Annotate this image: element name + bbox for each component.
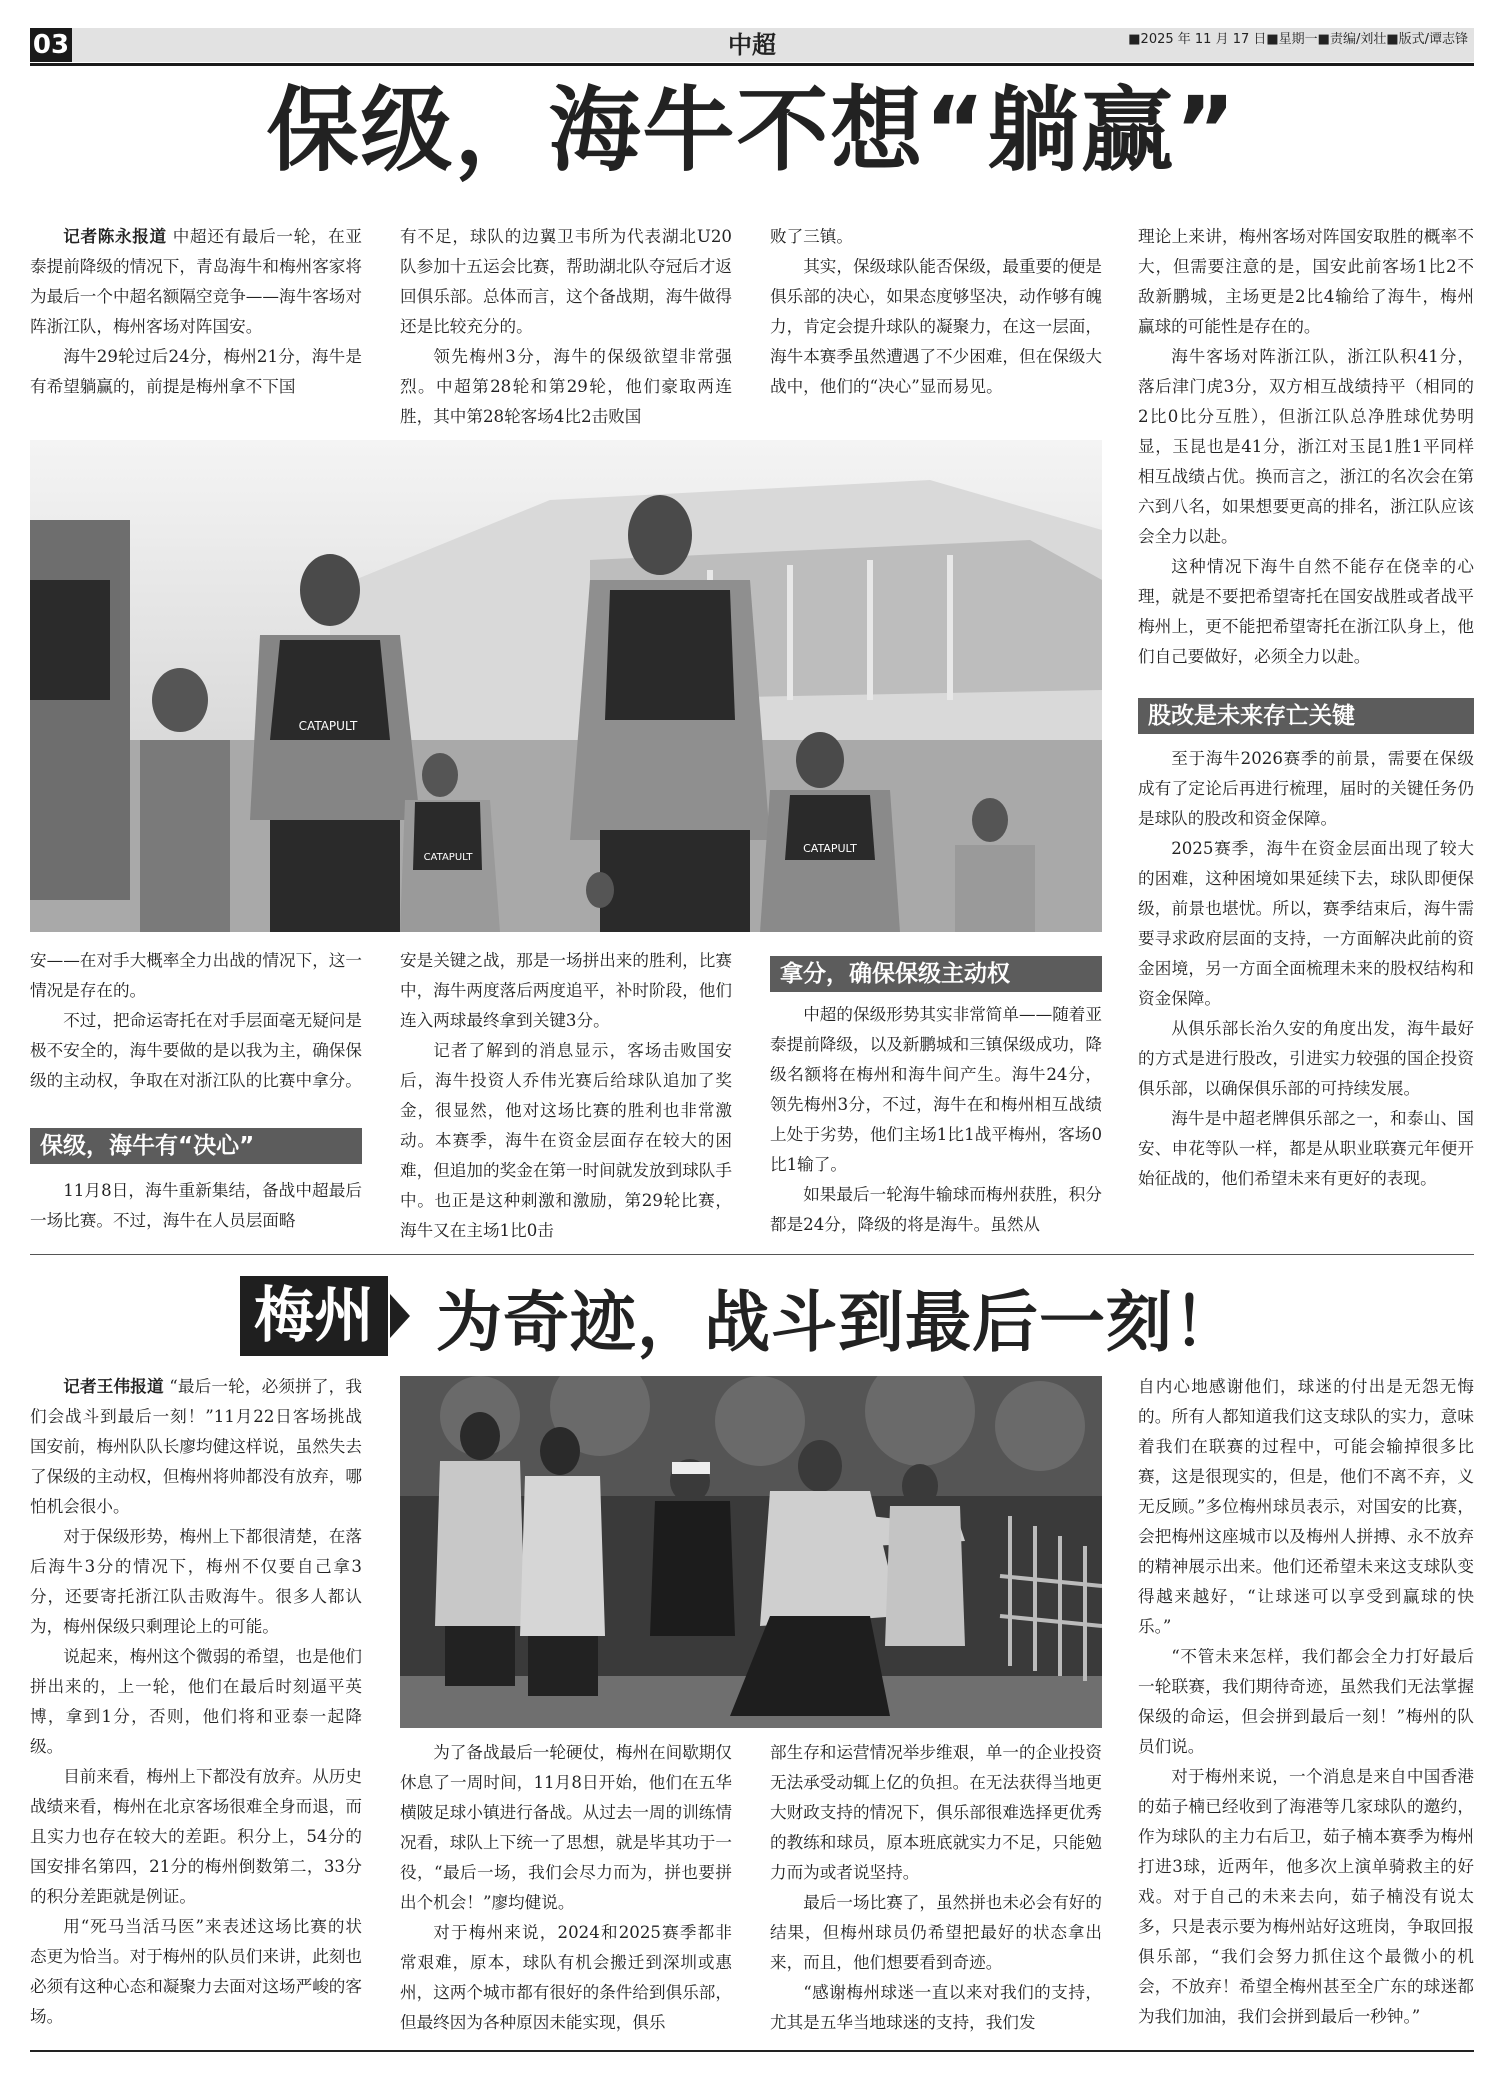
story1-headline: 保级，海牛不想“躺赢” xyxy=(266,77,1238,184)
story1-col2-bottom xyxy=(400,946,732,1240)
byline: 记者陈永报道 xyxy=(63,227,167,246)
training-photo-hainiu xyxy=(30,440,1102,932)
chevron-right-icon xyxy=(390,1294,410,1338)
paragraph: 用“死马当活马医”来表述这场比赛的状态更为恰当。对于梅州的队员们来讲，此刻也必须有这种心态和凝聚力去面对这场严峻的客场。 xyxy=(30,1917,362,2026)
subheading-points: 拿分，确保保级主动权 xyxy=(770,956,1102,992)
story1-col4-b xyxy=(1138,744,1474,1240)
byline: 记者王伟报道 xyxy=(63,1377,164,1396)
paragraph: 部生存和运营情况举步维艰，单一的企业投资无法承受动辄上亿的负担。在无法获得当地更大财政支持的情况下，俱乐部很难选择更优秀的教练和球员，原本班底就实力不足，只能勉力而为或者说坚持。 xyxy=(770,1743,1102,1882)
issue-info: ■2025 年 11 月 17 日■星期一■责编/刘壮■版式/谭志锋 xyxy=(1128,32,1468,47)
paragraph: 领先梅州3分，海牛的保级欲望非常强烈。中超第28轮和第29轮，他们豪取两连胜，其中第28轮客场4比2击败国 xyxy=(400,347,732,426)
paragraph: 11月8日，海牛重新集结，备战中超最后一场比赛。不过，海牛在人员层面略 xyxy=(30,1181,362,1230)
paragraph: 对于梅州来说，一个消息是来自中国香港的茹子楠已经收到了海港等几家球队的邀约，作为球队的主力右后卫，茹子楠本赛季为梅州打进3球，近两年，他多次上演单骑救主的好戏。对于自己的未来去向，茹子楠没有说太多，只是表示要为梅州站好这班岗，争取回报俱乐部，“我们会努力抓住这个最微小的机会，不放弃！希望全梅州甚至全广东的球迷都为我们加油，我们会拼到最后一秒钟。” xyxy=(1138,1767,1474,2026)
paragraph: 其实，保级球队能否保级，最重要的便是俱乐部的决心，如果态度够坚决，动作够有魄力，肯定会提升球队的凝聚力，在这一层面，海牛本赛季虽然遭遇了不少困难，但在保级大战中，他们的“决心”显而易见。 xyxy=(770,257,1102,396)
story-divider xyxy=(30,1254,1474,1255)
catapult-logo-2: CATAPULT xyxy=(803,842,857,855)
story2-col3 xyxy=(770,1738,1102,2040)
story1-col4 xyxy=(1138,222,1474,692)
section-name: 中超 xyxy=(728,31,776,59)
story1-col1-bottom2 xyxy=(30,1176,362,1240)
page-bottom-rule xyxy=(30,2050,1474,2052)
paragraph: 对于梅州来说，2024和2025赛季都非常艰难，原本，球队有机会搬迁到深圳或惠州，这两个城市都有很好的条件给到俱乐部，但最终因为各种原因未能实现，俱乐 xyxy=(400,1923,732,2032)
paragraph: “最后一轮，必须拼了，我们会战斗到最后一刻！”11月22日客场挑战国安前，梅州队队长廖均健这样说，虽然失去了保级的主动权，但梅州将帅都没有放弃，哪怕机会很小。 xyxy=(30,1377,362,1516)
story1-col2-top xyxy=(400,222,732,434)
paragraph: 最后一场比赛了，虽然拼也未必会有好的结果，但梅州球员仍希望把最好的状态拿出来，而且，他们想要看到奇迹。 xyxy=(770,1893,1102,1972)
story2-headline: 为奇迹，战斗到最后一刻！ xyxy=(436,1283,1240,1361)
team-tag: 梅州 xyxy=(240,1276,388,1356)
training-photo-meizhou xyxy=(400,1376,1102,1728)
story2-headline-row xyxy=(240,1270,1240,1362)
paragraph: 至于海牛2026赛季的前景，需要在保级成有了定论后再进行梳理，届时的关键任务仍是球队的股改和资金保障。 xyxy=(1138,749,1474,828)
catapult-logo-3: CATAPULT xyxy=(423,852,473,863)
paragraph: 说起来，梅州这个微弱的希望，也是他们拼出来的，上一轮，他们在最后时刻逼平英博，拿到1分，否则，他们将和亚泰一起降级。 xyxy=(30,1647,362,1756)
paragraph: 有不足，球队的边翼卫韦所为代表湖北U20队参加十五运会比赛，帮助湖北队夺冠后才返回俱乐部。总体而言，这个备战期，海牛做得还是比较充分的。 xyxy=(400,227,732,336)
paragraph: 安——在对手大概率全力出战的情况下，这一情况是存在的。 xyxy=(30,951,362,1000)
catapult-logo-1: CATAPULT xyxy=(298,719,358,733)
paragraph: 海牛客场对阵浙江队，浙江队积41分，落后津门虎3分，双方相互战绩持平（相同的2比0比分互胜），但浙江队总净胜球优势明显，玉昆也是41分，浙江对玉昆1胜1平同样相互战绩占优。换而言之，浙江的名次会在第六到八名，如果想要更高的排名，浙江队应该会全力以赴。 xyxy=(1138,347,1474,546)
paragraph: 中超还有最后一轮，在亚泰提前降级的情况下，青岛海牛和梅州客家将为最后一个中超名额隔空竞争——海牛客场对阵浙江队，梅州客场对阵国安。 xyxy=(30,227,362,336)
story2-col2 xyxy=(400,1738,732,2040)
subheading-shareholding: 股改是未来存亡关键 xyxy=(1138,698,1474,734)
paragraph: 2025赛季，海牛在资金层面出现了较大的困难，这种困境如果延续下去，球队即便保级，前景也堪忧。所以，赛季结束后，海牛需要寻求政府层面的支持，一方面解决此前的资金困境，另一方面全面梳理未来的股权结构和资金保障。 xyxy=(1138,839,1474,1008)
paragraph: 中超的保级形势其实非常简单——随着亚泰提前降级，以及新鹏城和三镇保级成功，降级名额将在梅州和海牛间产生。海牛24分，领先梅州3分，不过，海牛在和梅州相互战绩上处于劣势，他们主场1比1战平梅州，客场0比1输了。 xyxy=(770,1005,1102,1174)
paragraph: “不管未来怎样，我们都会全力打好最后一轮联赛，我们期待奇迹，虽然我们无法掌握保级的命运，但会拼到最后一刻！”梅州的队员们说。 xyxy=(1138,1647,1474,1756)
paragraph: “感谢梅州球迷一直以来对我们的支持，尤其是五华当地球迷的支持，我们发 xyxy=(770,1983,1102,2032)
header-rule xyxy=(30,63,1474,66)
story1-col1-top xyxy=(30,222,362,434)
paragraph: 从俱乐部长治久安的角度出发，海牛最好的方式是进行股改，引进实力较强的国企投资俱乐部，以确保俱乐部的可持续发展。 xyxy=(1138,1019,1474,1098)
paragraph: 记者了解到的消息显示，客场击败国安后，海牛投资人乔伟光赛后给球队追加了奖金，很显然，他对这场比赛的胜利也非常激动。本赛季，海牛在资金层面存在较大的困难，但追加的奖金在第一时间就发放到球队手中。也正是这种刺激和激励，第29轮比赛，海牛又在主场1比0击 xyxy=(400,1041,732,1240)
paragraph: 目前来看，梅州上下都没有放弃。从历史战绩来看，梅州在北京客场很难全身而退，而且实力也存在较大的差距。积分上，54分的国安排名第四，21分的梅州倒数第二，33分的积分差距就是例证。 xyxy=(30,1767,362,1906)
subheading-determination: 保级，海牛有“决心” xyxy=(30,1128,362,1164)
page-header xyxy=(30,28,1474,62)
paragraph: 自内心地感谢他们，球迷的付出是无怨无悔的。所有人都知道我们这支球队的实力，意味着我们在联赛的过程中，可能会输掉很多比赛，这是很现实的，但是，他们不离不弃，义无反顾。”多位梅州球员表示，对国安的比赛，会把梅州这座城市以及梅州人拼搏、永不放弃的精神展示出来。他们还希望未来这支球队变得越来越好，“让球迷可以享受到赢球的快乐。” xyxy=(1138,1377,1474,1636)
story1-col3-top xyxy=(770,222,1102,434)
paragraph: 如果最后一轮海牛输球而梅州获胜，积分都是24分，降级的将是海牛。虽然从 xyxy=(770,1185,1102,1234)
paragraph: 败了三镇。 xyxy=(770,227,853,246)
story1-col1-bottom xyxy=(30,946,362,1120)
paragraph: 不过，把命运寄托在对手层面毫无疑问是极不安全的，海牛要做的是以我为主，确保保级的主动权，争取在对浙江队的比赛中拿分。 xyxy=(30,1011,362,1090)
paragraph: 理论上来讲，梅州客场对阵国安取胜的概率不大，但需要注意的是，国安此前客场1比2不敌新鹏城，主场更是2比4输给了海牛，梅州赢球的可能性是存在的。 xyxy=(1138,227,1474,336)
page-number: 03 xyxy=(30,28,72,62)
paragraph: 安是关键之战，那是一场拼出来的胜利，比赛中，海牛两度落后两度追平，补时阶段，他们连入两球最终拿到关键3分。 xyxy=(400,951,732,1030)
story2-col1 xyxy=(30,1372,362,2040)
paragraph: 对于保级形势，梅州上下都很清楚，在落后海牛3分的情况下，梅州不仅要自己拿3分，还要寄托浙江队击败海牛。很多人都认为，梅州保级只剩理论上的可能。 xyxy=(30,1527,362,1636)
story1-col3-bottom xyxy=(770,1000,1102,1240)
paragraph: 这种情况下海牛自然不能存在侥幸的心理，就是不要把希望寄托在国安战胜或者战平梅州上，更不能把希望寄托在浙江队身上，他们自己要做好，必须全力以赴。 xyxy=(1138,557,1474,666)
paragraph: 海牛29轮过后24分，梅州21分，海牛是有希望躺赢的，前提是梅州拿不下国 xyxy=(30,347,362,396)
story2-col4 xyxy=(1138,1372,1474,2040)
paragraph: 为了备战最后一轮硬仗，梅州在间歇期仅休息了一周时间，11月8日开始，他们在五华横陂足球小镇进行备战。从过去一周的训练情况看，球队上下统一了思想，就是毕其功于一役，“最后一场，我们会尽力而为，拼也要拼出个机会！”廖均健说。 xyxy=(400,1743,732,1912)
paragraph: 海牛是中超老牌俱乐部之一，和泰山、国安、申花等队一样，都是从职业联赛元年便开始征战的，他们希望未来有更好的表现。 xyxy=(1138,1109,1474,1188)
